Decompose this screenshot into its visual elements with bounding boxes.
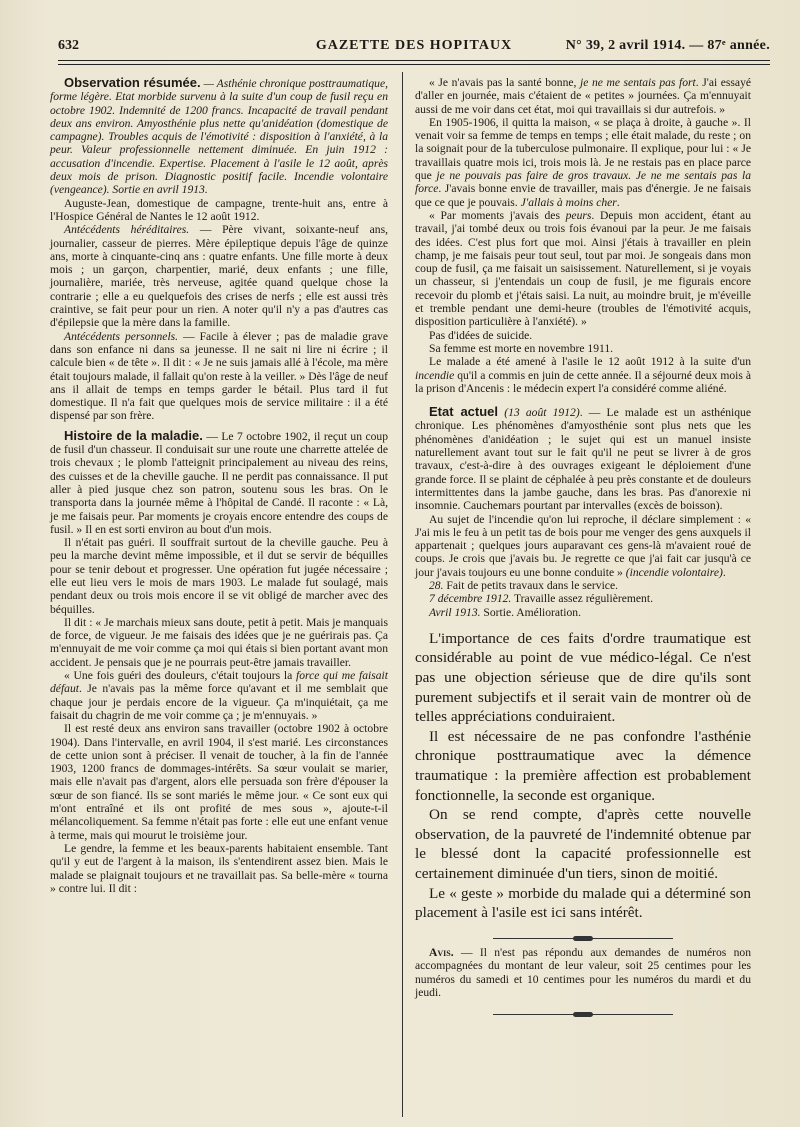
note-1-text: Fait de petits travaux dans le service.	[443, 578, 618, 592]
personal-label: Antécédents personnels.	[64, 329, 179, 343]
paragraph-mariage: Il est resté deux ans environ sans travailler (octobre 1902 à octobre 1904). Dans l'intervalle, en avril 1904, il s'est marié. Les circonstances de cette union sont à préciser. Il venait de toucher, à la fin de l'année 1903, 1200 francs de dommages-intérêts. Sa sœur voulait se marier, mais elle n'avait pas d'argent, alors elle persuada son frère d'épouser la sœur de son fiancé. Ils se sont mariés le même jour. « Ce sont eux qui m'ont entraîné et ils ont profité de mes sous », ajoute-t-il mélancoliquement. Sa femme n'était pas forte : elle eut une enfant venue à terme, mais qui mourut le troisième jour.	[50, 722, 388, 842]
note-2-date: 7 décembre 1912.	[429, 592, 512, 606]
page-number: 632	[58, 38, 79, 53]
note-3-date: Avril 1913.	[429, 605, 481, 619]
peurs-b: . Depuis mon accident, étant au travail, j'ai tombé deux ou trois fois évanoui par la peur. Je me faisais des idées. C'est plus fort que moi. Ainsi j'étais à travailler en plein champ, je me faisais peur tout seul, tout par moi. Je songeais dans mon coup de fusil, ça me faisait un saisissement. Naturellement, si je voyais un chasseur, si j'entendais un coup de fusil, je me figurais encore recevoir du plomb et j'étais saisi. La nuit, au moindre bruit, je m'éveille et tremble pendant une demi-heure (troubles de l'émotivité acquis, disposition particulière à l'anxiété). »	[415, 208, 752, 329]
etat-heading: Etat actuel	[429, 404, 499, 420]
declaration-a: Au sujet de l'incendie qu'on lui reproche, il déclare simplement : « J'ai mis le feu à un petit tas de bois pour me venger des gens auxquels il appartenait ; quelques jours auparavant ces gens-là m'avaient roué de coups. Je crois que j'avais bu. Je regrette ce que j'ai fait car jusqu'à ce jour j'avais toujours eu une bonne conduite »	[415, 512, 751, 579]
history-heading: Histoire de la maladie.	[64, 427, 203, 443]
conclusion-3: On se rend compte, d'après cette nouvelle observation, de la pauvreté de l'indemnité obtenue par le blessé dont la capacité professionnelle est certainement diminuée d'un tiers, sinon de moitié.	[415, 806, 751, 882]
peurs-a: « Par moments j'avais des	[429, 208, 566, 222]
p1905-a: En 1905-1906, il quitta la maison, « se plaça à droite, à gauche ». Il venait voir sa femme de temps en temps ; elle était malade, du reste ; on la soignait pour de la tuberculose pulmonaire. Il explique, pour lui : « Je travaillais quatre mois ici, trois mois là. Je ne restais pas en place parce que	[415, 115, 751, 183]
issue-info: N° 39, 2 avril 1914. — 87ᵉ année.	[565, 38, 770, 53]
sante-a: « Je n'avais pas la santé bonne,	[429, 76, 581, 89]
etat-paragraph	[415, 405, 751, 512]
paragraph-peurs	[415, 209, 751, 329]
avis-notice	[415, 946, 751, 999]
conclusion-block	[415, 629, 751, 923]
intro-paragraph: Auguste-Jean, domestique de campagne, trente-huit ans, entre à l'Hospice Général de Nantes le 12 août 1912.	[50, 196, 388, 223]
sante-italic: je ne me sentais pas fort	[580, 76, 696, 89]
paragraph-suicide: Pas d'idées de suicide.	[429, 328, 533, 342]
p1905-italic: je ne pouvais pas faire de gros travaux. Je ne me sentais pas la force	[415, 169, 752, 196]
paragraph-1905	[415, 116, 751, 209]
paragraph-incendie	[415, 355, 751, 395]
ornament-divider-2	[415, 1005, 751, 1018]
conclusion-2: Il est nécessaire de ne pas confondre l'asthénie chronique posttraumatique avec la démence traumatique : la première affection est probablement fonctionnelle, la seconde est organique.	[415, 727, 751, 804]
paragraph-force	[50, 669, 388, 722]
incendie-b: qu'il a commis en juin de cette année. Il a séjourné deux mois à la prison d'Ancenis : le médecin expert l'a considéré comme aliéné.	[415, 368, 751, 395]
left-column	[50, 76, 388, 895]
force-text-b: . Je n'avais pas la même force qu'avant et il me semblait que chaque jour je perdais encore de la vigueur. Ça m'inquiétait, ça me faisait du chagrin de me voir comme ça ; je m'ennuyais. »	[50, 682, 388, 722]
paragraph-sante	[415, 76, 751, 116]
note-2	[415, 592, 751, 605]
peurs-italic: peurs	[565, 208, 592, 222]
history-paragraph	[50, 429, 388, 536]
note-3-text: Sortie. Amélioration.	[480, 605, 581, 619]
hereditary-text: — Père vivant, soixante-neuf ans, journalier, casseur de pierres. Mère épileptique depuis l'âge de quinze ans, morte à cinquante-cinq ans : quatre enfants. Une fille morte à deux mois ; un garçon, charpentier, marié, deux enfants ; une fille, journalière, mariée, très nerveuse, agitée quand quelque chose la contrarie ; elle a eu quelquefois des crises de nerfs ; elle est aussi très craintive, se fait peur pour un rien. A noter qu'il n'y a pas d'autres cas d'épilepsie que la mère dans la famille.	[50, 223, 389, 330]
conclusion-1: L'importance de ces faits d'ordre traumatique est considérable au point de vue médico-légal. Ce n'est pas une objection sérieuse que de dire qu'ils sont purement subjectifs et il serait vain de montrer où de telles appréciations conduiraient.	[415, 629, 751, 726]
declaration-italic: (incendie volontaire)	[625, 565, 723, 579]
history-text: — Le 7 octobre 1902, il reçut un coup de fusil d'un chasseur. Il conduisait sur une route une charrette attelée de trois chevaux ; le plomb l'atteignit principalement au niveau des reins, des cuisses et de la cheville gauche. Il ne perdit pas connaissance. Il put aller à pied jusque chez son patron, soutenu sous les bras. On le transporta dans la journée même à l'hôpital de Candé. Il raconte : « Là, je me faisais peur. Par moments je croyais encore entendre des coups de fusil. » Il en est sorti environ au bout d'un mois.	[50, 429, 388, 536]
personal-paragraph	[50, 330, 388, 423]
paragraph-declaration	[415, 513, 751, 579]
note-2-text: Travaille assez régulièrement.	[511, 592, 653, 606]
journal-title: GAZETTE DES HOPITAUX	[315, 38, 513, 53]
header-rule-top	[58, 60, 770, 61]
p1905-c: .	[616, 195, 620, 209]
hereditary-paragraph	[50, 223, 388, 329]
note-1	[415, 579, 751, 592]
hereditary-label: Antécédents héréditaires.	[64, 223, 190, 237]
force-text-a: « Une fois guéri des douleurs, c'était toujours la	[64, 669, 296, 683]
right-column	[415, 76, 751, 1023]
note-3	[415, 606, 751, 619]
observation-summary-text: — Asthénie chronique posttraumatique, forme légère. Etat morbide survenu à la suite d'un coup de fusil reçu en octobre 1902. Indemnité de 1200 francs. Incapacité de travail pendant deux ans environ. Amyosthénie plus nette qu'anidéation (domestique de campagne). Troubles acquis de l'émotivité : disposition à l'anxiété, à la peur. Valeur professionnelle nettement diminuée. En juin 1912 : accusation d'incendie. Expertise. Placement à l'asile le 12 août, après deux mois de prison. Diagnostic positif facile. Incendie volontaire (vengeance). Sortie en avril 1913.	[50, 77, 388, 197]
paragraph-marchais: Il dit : « Je marchais mieux sans doute, petit à petit. Mais je manquais de force, de vigueur. Je me faisais des idées que je ne guérirais pas. Ça m'ennuyait de me voir comme ça moi qui étais si bien portant avant mon accident. Je pensais que je ne pourrais peut-être jamais travailler.	[50, 615, 388, 669]
ornament-divider-1	[415, 929, 751, 942]
header-rule-bottom	[58, 64, 770, 65]
column-separator	[402, 72, 403, 1117]
incendie-italic: incendie	[415, 368, 455, 382]
paragraph-cheville: Il n'était pas guéri. Il souffrait surtout de la cheville gauche. Peu à peu la marche devint même impossible, et il dut se servir de béquilles pour se tenir debout et progresser. Une opération fut jugée nécessaire ; elle eut lieu vers le mois de mars 1903. Le malade fut soulagé, mais pendant deux ou trois mois encore il se vit obligé de marcher avec des béquilles.	[50, 536, 388, 616]
incendie-a: Le malade a été amené à l'asile le 12 août 1912 à la suite d'un	[429, 355, 751, 369]
page-header	[58, 38, 770, 58]
p1905-italic-2: J'allais à moins cher	[520, 195, 617, 209]
force-text-italic: force qui me faisait défaut	[50, 669, 388, 696]
p1905-b: . J'avais bonne envie de travailler, mais pas d'énergie. Je ne faisais que ce que je pouvais.	[415, 182, 751, 209]
avis-text: — Il n'est pas répondu aux demandes de numéros non accompagnées du montant de leur valeur, soit 25 centimes pour les numéros du samedi et 10 centimes pour les numéros du mardi et du jeudi.	[415, 946, 751, 999]
note-1-date: 28.	[429, 578, 444, 592]
personal-text: — Facile à élever ; pas de maladie grave dans son enfance ni dans sa jeunesse. Il ne sait ni lire ni écrire ; il calcule bien « de tête ». Il dit : « Je ne suis jamais allé à l'école, ma mère était toujours malade, il fallait qu'on reste à la veiller. » Dès l'âge de neuf ans il allait de temps en temps garder le bétail. Plus tard il fut domestique. Il n'a fait que quelques mois de service militaire : il a été dispensé par son frère.	[50, 329, 389, 423]
etat-date: (13 août 1912)	[504, 406, 580, 420]
paragraph-gendre: Le gendre, la femme et les beaux-parents habitaient ensemble. Tant qu'il y eut de l'argent à la maison, ils s'entendirent assez bien. Mais le malade se plaignait toujours et ne travaillait pas. Sa belle-mère « tourna » contre lui. Il dit :	[50, 841, 388, 895]
sante-b: . J'ai essayé d'aller en journée, mais c'étaient de « petites » journées. Ça m'ennuyait aussi de me voir dans cet état, moi qui travaillais si dur autrefois. »	[415, 76, 752, 116]
avis-label: Avis.	[429, 946, 454, 960]
observation-heading: Observation résumée.	[64, 75, 201, 90]
conclusion-4: Le « geste » morbide du malade qui a déterminé son placement à l'asile est ici sans intérêt.	[415, 884, 751, 922]
declaration-b: .	[722, 565, 726, 579]
etat-text: . — Le malade est un asthénique chronique. Les phénomènes d'amyosthénie sont plus nets que les phénomènes d'anidéation ; le sujet qui est un manuel insiste naturellement avant tout sur le fait qu'il ne peut se livrer à de gros travaux, c'est-à-dire à des ouvrages exigeant le déploiement d'une grande force. Il se plaint de céphalée à peu près constante et de douleurs intermittentes dans la jambe gauche, dans les bras. Pas d'anorexie ni insomnie. Cauchemars pourtant par intervalles (excès de boisson).	[415, 406, 751, 513]
observation-summary	[50, 76, 388, 197]
paragraph-femme: Sa femme est morte en novembre 1911.	[429, 341, 614, 355]
